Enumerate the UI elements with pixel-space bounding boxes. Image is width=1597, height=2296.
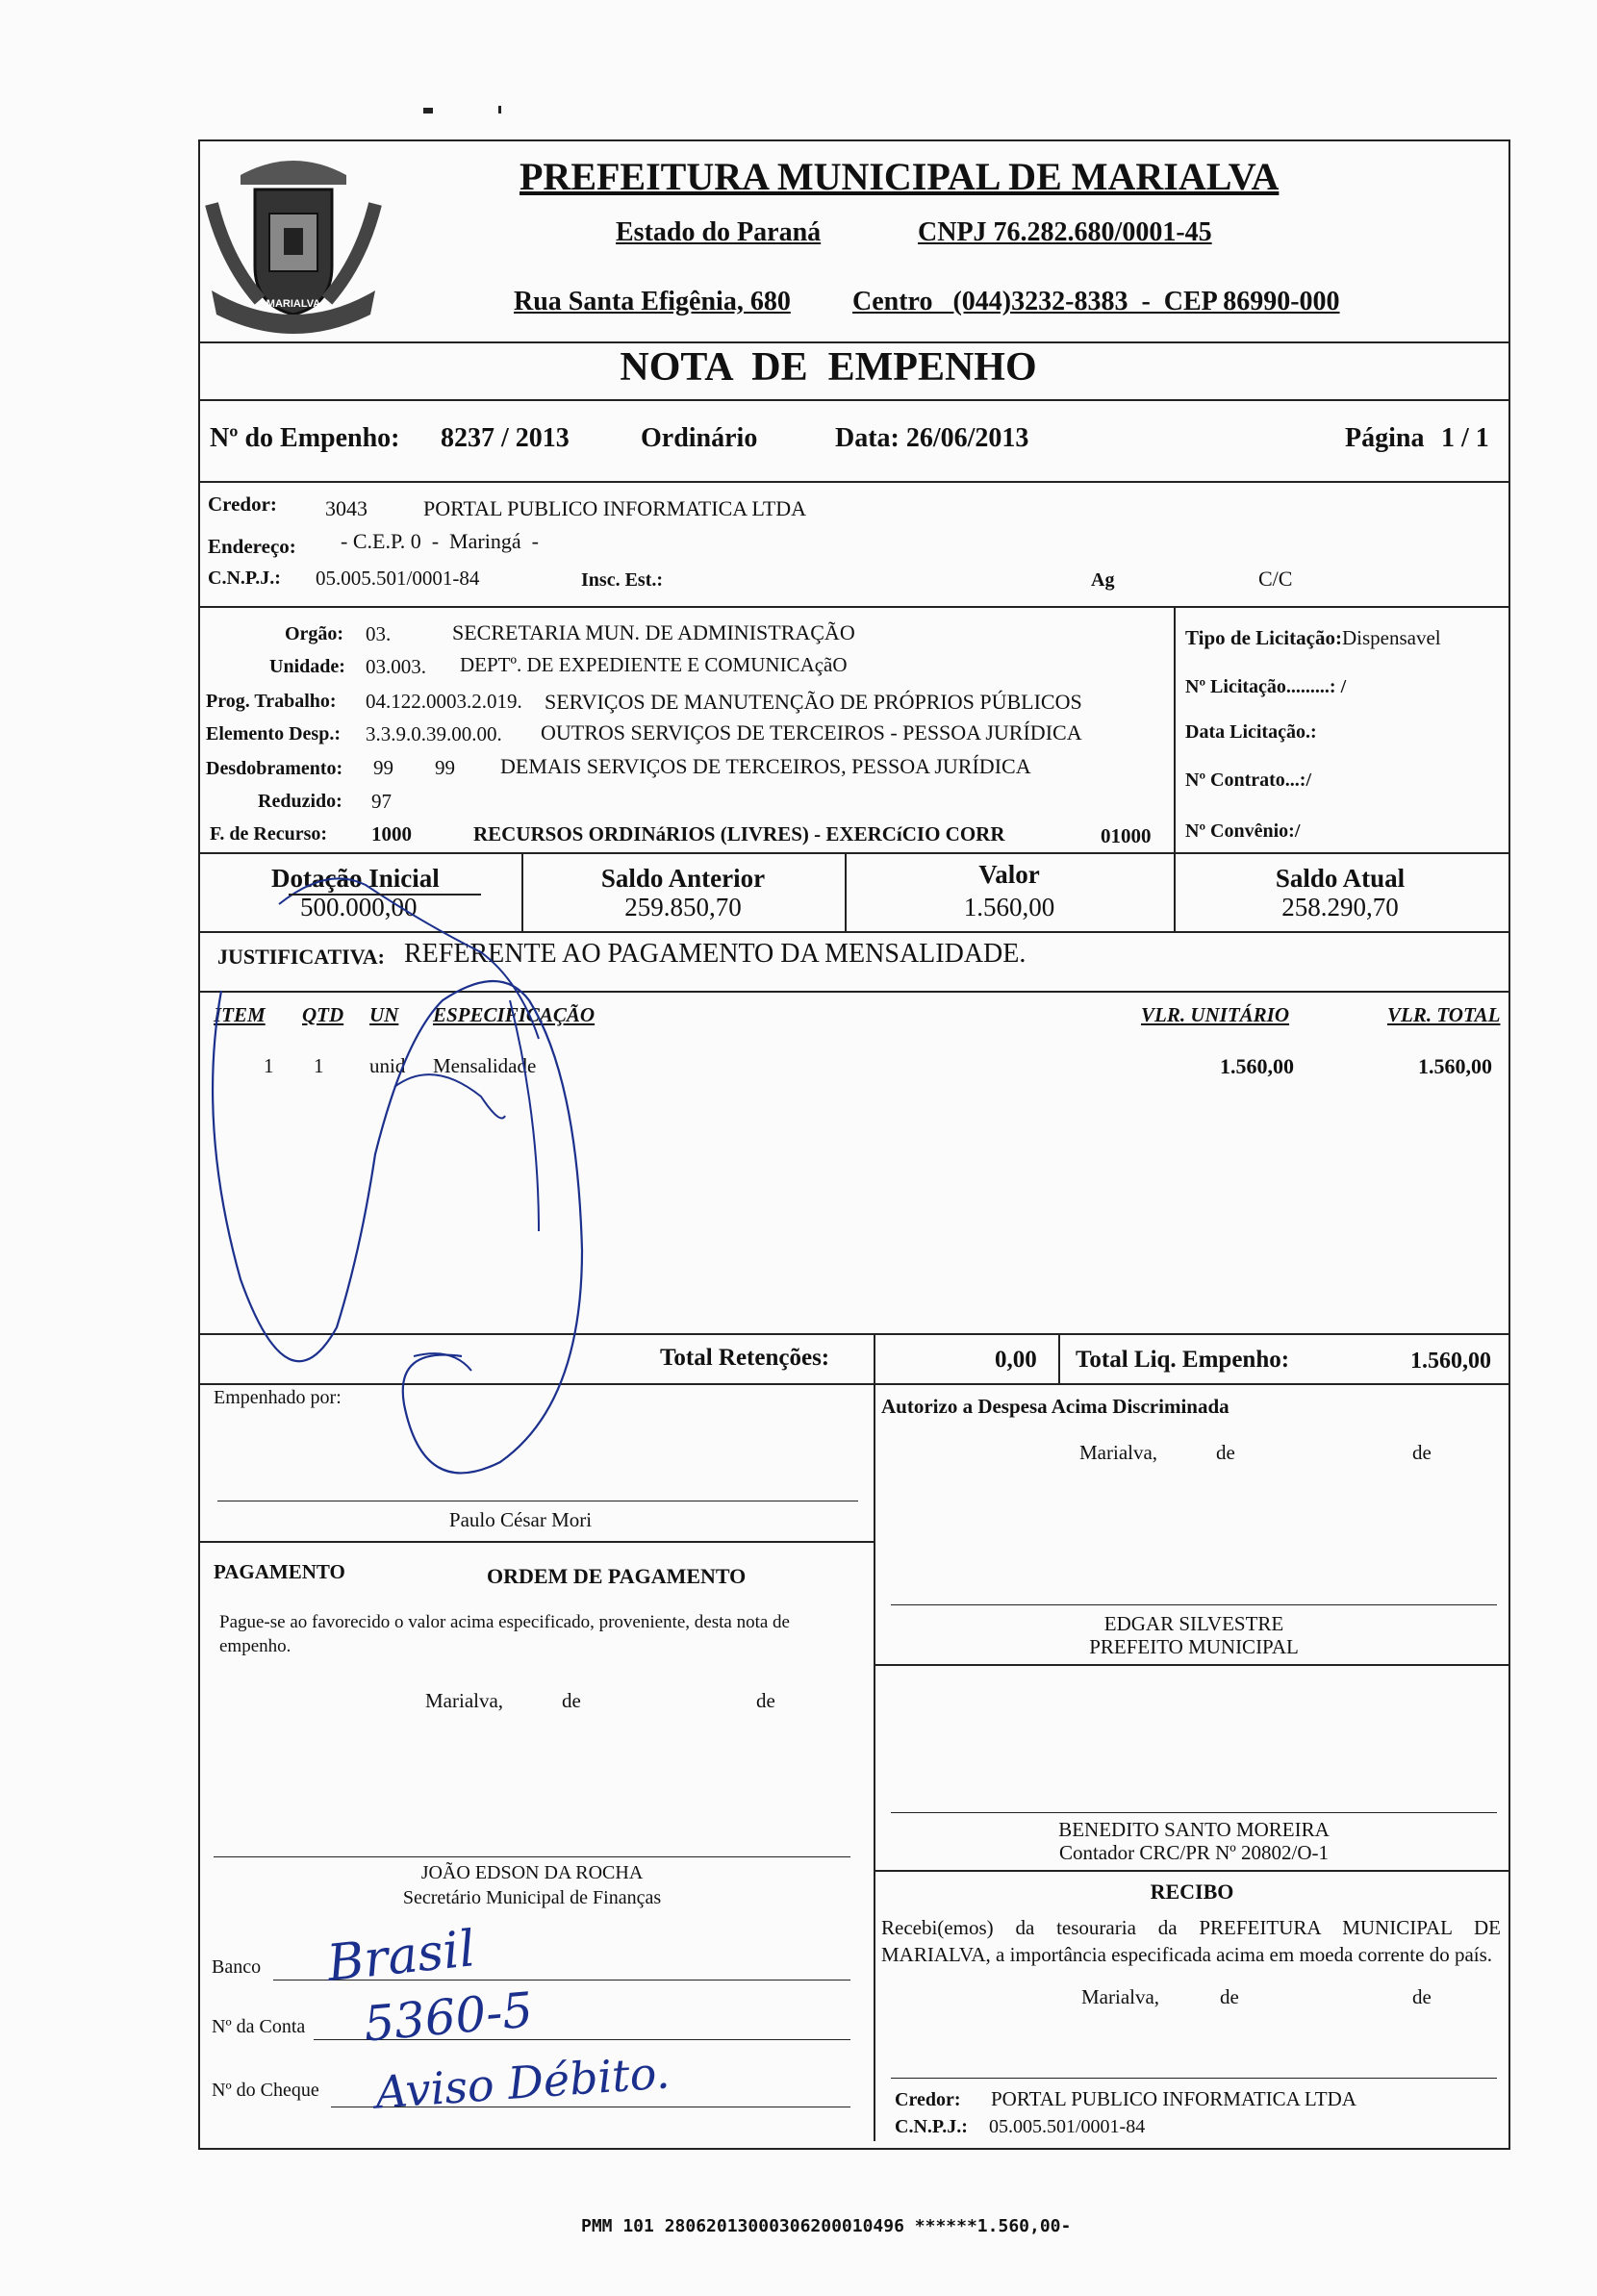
item-qtd: 1 — [314, 1054, 324, 1077]
recibo-cnpj-label: C.N.P.J.: — [895, 2116, 968, 2137]
total-liquido-value: 1.560,00 — [1410, 1349, 1491, 1374]
credor-name: PORTAL PUBLICO INFORMATICA LTDA — [423, 496, 807, 520]
item-description: Mensalidade — [433, 1054, 537, 1077]
licitacao-tipo-label: Tipo de Licitação: — [1185, 626, 1342, 649]
prog-code: 04.122.0003.2.019. — [366, 690, 522, 713]
divider — [1174, 606, 1176, 852]
credor-code: 3043 — [325, 496, 368, 520]
convenio-number: Nº Convênio:/ — [1185, 820, 1301, 842]
pagamento-de-2: de — [756, 1689, 775, 1712]
reduzido-code: 97 — [371, 790, 392, 813]
recibo-cnpj: 05.005.501/0001-84 — [989, 2116, 1146, 2137]
pagamento-de-1: de — [562, 1689, 581, 1712]
licitacao-tipo — [1185, 626, 1441, 650]
elemento-label: Elemento Desp.: — [206, 723, 341, 744]
banco-label: Banco — [212, 1956, 262, 1978]
prog-name: SERVIÇOS DE MANUTENÇÃO DE PRÓPRIOS PÚBLICOS — [545, 690, 1082, 714]
empenho-number-label: Nº do Empenho: — [210, 423, 400, 453]
footer-code: PMM 101 28062013000306200010496 ******1.560,00- — [581, 2216, 1072, 2236]
retencoes-label: Total Retenções: — [660, 1345, 830, 1371]
dotacao-value: 500.000,00 — [300, 893, 418, 921]
fonte-number: 01000 — [1101, 824, 1152, 847]
desdobramento-label: Desdobramento: — [206, 758, 343, 779]
credor-address: - C.E.P. 0 - Maringá - — [341, 529, 539, 553]
contact-label: Centro (044)3232-8383 - CEP 86990-000 — [852, 287, 1340, 316]
col-header-unit-price: VLR. UNITÁRIO — [1141, 1003, 1290, 1026]
prefeito-title: PREFEITO MUNICIPAL — [1089, 1635, 1299, 1658]
empenho-number: 8237 / 2013 — [441, 423, 570, 453]
orgao-code: 03. — [366, 622, 392, 645]
cnpj-label: CNPJ 76.282.680/0001-45 — [918, 217, 1212, 247]
agency-label: Ag — [1091, 569, 1115, 591]
empenhado-name: Paulo César Mori — [448, 1508, 593, 1531]
scan-mark — [423, 108, 433, 114]
retencoes-value: 0,00 — [995, 1347, 1037, 1373]
saldo-anterior-value: 259.850,70 — [624, 893, 742, 921]
coat-of-arms — [202, 146, 385, 339]
recibo-de-2: de — [1412, 1985, 1432, 2008]
recibo-text: Recebi(emos) da tesouraria da PREFEITURA MUNICIPAL DE MARIALVA, a importância especificada acima em moeda corrente do país. — [881, 1916, 1501, 1966]
valor-value: 1.560,00 — [963, 893, 1055, 921]
desdobramento-code-1: 99 — [373, 756, 393, 779]
address-field-label: Endereço: — [208, 535, 296, 558]
page-label: Página — [1345, 423, 1425, 453]
pagamento-label: PAGAMENTO — [214, 1560, 345, 1583]
recibo-label: RECIBO — [1150, 1880, 1234, 1904]
col-header-especificacao: ESPECIFICAÇÃO — [433, 1003, 596, 1026]
contador-name: BENEDITO SANTO MOREIRA — [1058, 1818, 1330, 1841]
licitacao-number: Nº Licitação.........: / — [1185, 676, 1347, 697]
item-number: 1 — [264, 1054, 274, 1077]
crest-label: MARIALVA — [266, 298, 321, 310]
fonte-code: 1000 — [371, 822, 412, 845]
elemento-name: OUTROS SERVIÇOS DE TERCEIROS - PESSOA JURÍDICA — [541, 720, 1082, 744]
secretario-title: Secretário Municipal de Finanças — [402, 1887, 662, 1908]
saldo-anterior-label: Saldo Anterior — [600, 864, 766, 893]
divider — [198, 852, 1510, 854]
signature-line — [891, 1812, 1497, 1813]
credor-label: Credor: — [208, 492, 277, 516]
state-label: Estado do Paraná — [616, 217, 822, 247]
divider — [874, 1333, 875, 2141]
fonte-name: RECURSOS ORDINáRIOS (LIVRES) - EXERCíCIO CORR — [473, 822, 1005, 845]
recibo-credor-label: Credor: — [895, 2089, 961, 2110]
page-number: 1 / 1 — [1441, 423, 1489, 453]
divider — [198, 931, 1510, 933]
empenho-date: Data: 26/06/2013 — [835, 423, 1029, 453]
item-unit: unid — [369, 1054, 406, 1077]
handwritten-cheque: Aviso Débito. — [373, 2046, 672, 2119]
signature-line — [214, 1856, 850, 1857]
divider — [198, 341, 1510, 343]
col-header-item: ITEM — [214, 1003, 266, 1026]
dotacao-label: Dotação Inicial — [271, 864, 440, 893]
conta-label: Nº da Conta — [212, 2016, 306, 2037]
divider — [874, 1664, 1510, 1666]
address-label: Rua Santa Efigênia, 680 — [514, 287, 791, 316]
prefeito-name: EDGAR SILVESTRE — [1103, 1612, 1284, 1635]
reduzido-label: Reduzido: — [258, 791, 342, 812]
recibo-city: Marialva, — [1081, 1985, 1160, 2008]
pagamento-city: Marialva, — [425, 1689, 504, 1712]
divider — [198, 606, 1510, 608]
cheque-label: Nº do Cheque — [212, 2080, 319, 2101]
saldo-atual-label: Saldo Atual — [1275, 864, 1406, 893]
saldo-atual-value: 258.290,70 — [1281, 893, 1399, 921]
divider — [198, 1541, 874, 1543]
item-total: 1.560,00 — [1418, 1054, 1492, 1078]
scan-mark — [498, 106, 501, 114]
col-header-un: UN — [369, 1003, 399, 1026]
licitacao-date: Data Licitação.: — [1185, 721, 1317, 743]
pague-text: Pague-se ao favorecido o valor acima especificado, proveniente, desta nota de empenho. — [219, 1612, 790, 1656]
prog-label: Prog. Trabalho: — [206, 691, 337, 712]
autorizo-de-1: de — [1216, 1441, 1235, 1464]
insc-est-label: Insc. Est.: — [581, 569, 664, 591]
recibo-de-1: de — [1220, 1985, 1239, 2008]
desdobramento-name: DEMAIS SERVIÇOS DE TERCEIROS, PESSOA JURÍDICA — [500, 754, 1031, 778]
total-liquido-label: Total Liq. Empenho: — [1076, 1347, 1290, 1373]
document-title: NOTA DE EMPENHO — [620, 345, 1037, 390]
orgao-label: Orgão: — [285, 623, 344, 644]
unidade-code: 03.003. — [366, 655, 426, 678]
desdobramento-code-2: 99 — [435, 756, 455, 779]
divider — [198, 481, 1510, 483]
unidade-name: DEPTº. DE EXPEDIENTE E COMUNICAçãO — [460, 653, 848, 676]
elemento-code: 3.3.9.0.39.00.00. — [366, 722, 502, 745]
secretario-name: JOÃO EDSON DA ROCHA — [420, 1862, 644, 1883]
municipality-title: PREFEITURA MUNICIPAL DE MARIALVA — [520, 155, 1280, 198]
divider — [198, 991, 1510, 993]
divider — [1058, 1333, 1060, 1383]
ordem-pagamento-label: ORDEM DE PAGAMENTO — [487, 1564, 747, 1588]
divider — [874, 1870, 1510, 1872]
cnpj-field-label: C.N.P.J.: — [208, 568, 281, 589]
orgao-name: SECRETARIA MUN. DE ADMINISTRAÇÃO — [452, 620, 855, 644]
signature-line — [891, 2078, 1497, 2079]
justificativa-text: REFERENTE AO PAGAMENTO DA MENSALIDADE. — [404, 939, 1027, 969]
autorizo-de-2: de — [1412, 1441, 1432, 1464]
autorizo-label: Autorizo a Despesa Acima Discriminada — [881, 1395, 1229, 1418]
credor-cnpj: 05.005.501/0001-84 — [316, 567, 480, 590]
signature-line — [891, 1604, 1497, 1605]
licitacao-tipo-value: Dispensavel — [1341, 626, 1441, 649]
item-unit-price: 1.560,00 — [1220, 1054, 1294, 1078]
valor-label: Valor — [978, 860, 1040, 889]
divider — [198, 1383, 1510, 1385]
divider — [198, 1333, 1510, 1335]
unidade-label: Unidade: — [269, 656, 345, 677]
recibo-credor-name: PORTAL PUBLICO INFORMATICA LTDA — [991, 2087, 1356, 2110]
col-header-total: VLR. TOTAL — [1387, 1003, 1501, 1026]
handwritten-banco: Brasil — [324, 1920, 478, 1993]
account-label: C/C — [1258, 567, 1293, 591]
justificativa-label: JUSTIFICATIVA: — [217, 945, 386, 969]
col-header-qtd: QTD — [302, 1003, 344, 1026]
empenhado-label: Empenhado por: — [214, 1387, 342, 1408]
contador-title: Contador CRC/PR Nº 20802/O-1 — [1058, 1841, 1330, 1864]
handwritten-conta: 5360-5 — [361, 1981, 536, 2053]
autorizo-city: Marialva, — [1079, 1441, 1158, 1464]
contrato-number: Nº Contrato...:/ — [1185, 770, 1312, 791]
divider — [198, 399, 1510, 401]
empenho-type: Ordinário — [641, 423, 758, 453]
fonte-label: F. de Recurso: — [210, 823, 328, 845]
coat-of-arms-icon — [202, 146, 385, 339]
